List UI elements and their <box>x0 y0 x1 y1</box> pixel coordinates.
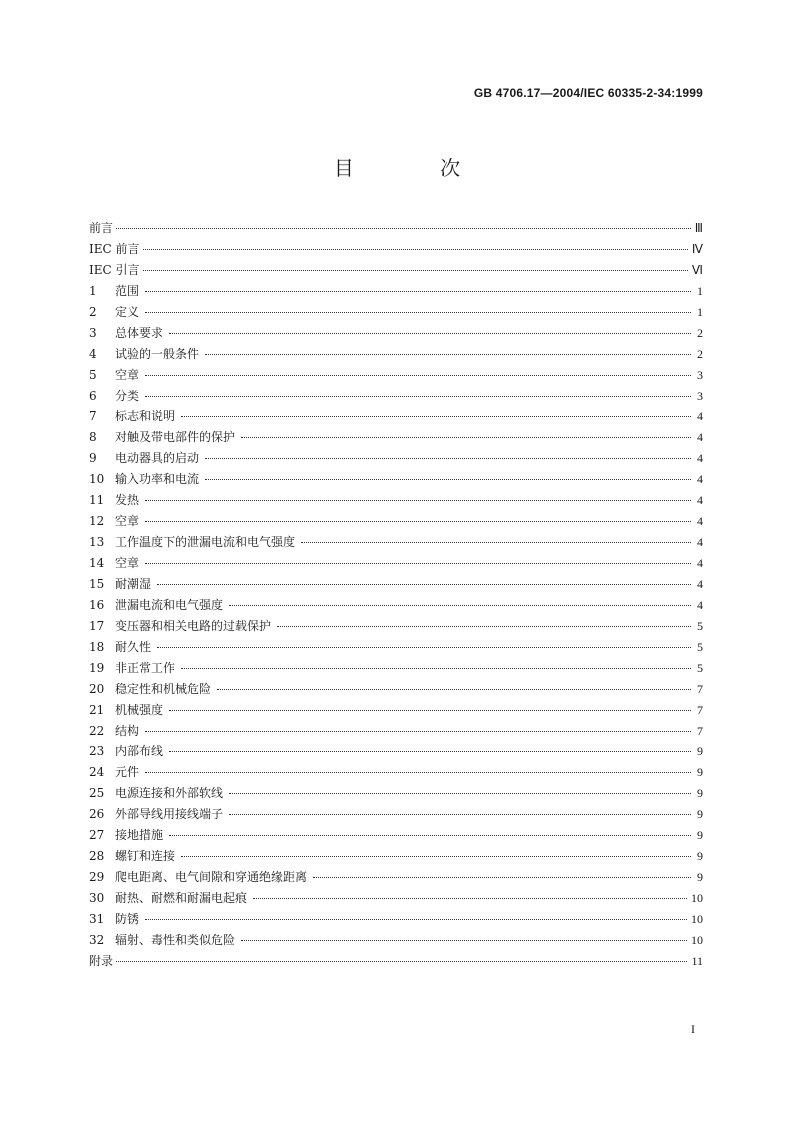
toc-dot-leader <box>217 689 691 690</box>
toc-entry-page: 4 <box>697 535 703 550</box>
toc-entry[interactable] <box>89 951 703 972</box>
toc-entry[interactable] <box>89 658 703 679</box>
toc-entry-label: 电源连接和外部软线 <box>115 786 224 801</box>
toc-entry-number: 30 <box>89 891 105 905</box>
toc-entry-page: 7 <box>697 723 703 738</box>
toc-dot-leader <box>145 500 691 501</box>
toc-entry[interactable] <box>89 930 703 951</box>
toc-entry-label: 范围 <box>115 283 140 298</box>
toc-entry[interactable] <box>89 574 703 595</box>
toc-entry-page: 9 <box>697 870 703 885</box>
toc-entry-label: IEC 前言 <box>89 241 140 256</box>
toc-dot-leader <box>143 270 688 271</box>
toc-entry[interactable] <box>89 469 703 490</box>
toc-entry[interactable] <box>89 532 703 553</box>
toc-entry[interactable] <box>89 386 703 407</box>
toc-dot-leader <box>116 228 691 229</box>
standard-code-header: GB 4706.17—2004/IEC 60335-2-34:1999 <box>473 86 703 100</box>
toc-entry-number: 14 <box>89 556 105 570</box>
toc-dot-leader <box>145 396 691 397</box>
toc-entry-label: 耐热、耐燃和耐漏电起痕 <box>115 891 248 905</box>
toc-entry-page: 2 <box>697 346 703 361</box>
toc-dot-leader <box>181 416 691 417</box>
toc-entry-page: 5 <box>697 660 703 675</box>
toc-entry-page: 11 <box>691 953 703 968</box>
toc-entry[interactable] <box>89 888 703 909</box>
toc-entry[interactable] <box>89 281 703 302</box>
toc-entry-page: 4 <box>697 556 703 570</box>
toc-entry-label: 接地措施 <box>115 828 164 843</box>
toc-dot-leader <box>143 249 688 250</box>
toc-dot-leader <box>169 835 691 836</box>
toc-entry-page: 1 <box>697 304 703 319</box>
toc-dot-leader <box>145 312 691 313</box>
toc-entry-label: 耐潮湿 <box>115 576 152 591</box>
toc-dot-leader <box>181 856 691 857</box>
toc-entry-label: 外部导线用接线端子 <box>115 807 224 822</box>
toc-entry-number: 20 <box>89 681 105 696</box>
toc-entry[interactable] <box>89 909 703 930</box>
toc-entry-page: 3 <box>697 388 703 403</box>
toc-entry[interactable] <box>89 218 703 239</box>
toc-entry[interactable] <box>89 637 703 658</box>
toc-dot-leader <box>253 898 687 899</box>
toc-entry-number: 18 <box>89 639 105 654</box>
toc-entry-page: 4 <box>697 514 703 529</box>
toc-entry-label: 电动器具的启动 <box>115 451 200 466</box>
toc-entry-page: 9 <box>697 765 703 780</box>
toc-entry-number: 27 <box>89 828 105 843</box>
toc-entry[interactable] <box>89 427 703 448</box>
toc-entry-page: 7 <box>697 681 703 696</box>
toc-entry-page: 1 <box>697 283 703 298</box>
toc-entry-label: 非正常工作 <box>115 660 176 675</box>
toc-entry-number: 11 <box>89 493 105 508</box>
toc-entry[interactable] <box>89 762 703 783</box>
toc-dot-leader <box>205 479 691 480</box>
toc-entry-label: 标志和说明 <box>115 409 176 424</box>
toc-entry-label: 空章 <box>115 367 140 382</box>
toc-entry-number: 19 <box>89 660 105 675</box>
toc-dot-leader <box>169 751 691 752</box>
toc-entry-page: 4 <box>697 493 703 508</box>
toc-entry-page: 2 <box>697 325 703 340</box>
toc-entry-label: 内部布线 <box>115 744 164 759</box>
toc-entry[interactable] <box>89 595 703 616</box>
toc-entry-label: 结构 <box>115 723 140 738</box>
toc-entry-label: 定义 <box>115 304 140 319</box>
toc-entry-page: 4 <box>697 451 703 466</box>
toc-entry-page: Ⅳ <box>691 241 703 256</box>
toc-entry-label: 空章 <box>115 556 140 570</box>
toc-dot-leader <box>145 731 691 732</box>
toc-entry-number: 22 <box>89 723 105 738</box>
toc-entry[interactable] <box>89 448 703 469</box>
toc-entry-label: 机械强度 <box>115 702 164 717</box>
toc-entry-number: 9 <box>89 451 97 466</box>
toc-entry-number: 25 <box>89 786 105 801</box>
toc-entry[interactable] <box>89 741 703 762</box>
toc-dot-leader <box>145 919 687 920</box>
toc-entry-number: 16 <box>89 597 105 612</box>
toc-entry-label: 总体要求 <box>115 325 164 340</box>
toc-entry-number: 21 <box>89 702 105 717</box>
toc-entry-label: 输入功率和电流 <box>115 472 200 487</box>
toc-entry-number: 7 <box>89 409 97 424</box>
toc-entry-page: 7 <box>697 702 703 717</box>
toc-dot-leader <box>181 668 691 669</box>
toc-entry-label: 元件 <box>115 765 140 780</box>
toc-entry-label: 空章 <box>115 514 140 529</box>
toc-entry[interactable] <box>89 511 703 532</box>
toc-entry[interactable] <box>89 783 703 804</box>
toc-dot-leader <box>169 710 691 711</box>
toc-entry[interactable] <box>89 344 703 365</box>
toc-dot-leader <box>157 647 691 648</box>
toc-entry[interactable] <box>89 406 703 427</box>
toc-dot-leader <box>145 291 691 292</box>
toc-dot-leader <box>277 626 691 627</box>
toc-entry-label: 泄漏电流和电气强度 <box>115 597 224 612</box>
toc-entry-number: 3 <box>89 325 97 340</box>
toc-entry-number: 29 <box>89 870 105 885</box>
page-title: 目 次 <box>333 156 501 180</box>
toc-entry-number: 8 <box>89 430 97 445</box>
toc-entry[interactable] <box>89 679 703 700</box>
toc-entry[interactable] <box>89 867 703 888</box>
toc-entry[interactable] <box>89 721 703 742</box>
toc-entry-label: 工作温度下的泄漏电流和电气强度 <box>115 535 296 550</box>
toc-dot-leader <box>301 542 691 543</box>
toc-entry-label: 螺钉和连接 <box>115 849 176 864</box>
toc-dot-leader <box>229 814 691 815</box>
toc-entry-page: 9 <box>697 744 703 759</box>
toc-entry-label: 耐久性 <box>115 639 152 654</box>
toc-entry-number: 26 <box>89 807 105 822</box>
toc-entry[interactable] <box>89 323 703 344</box>
toc-entry[interactable] <box>89 700 703 721</box>
toc-dot-leader <box>145 375 691 376</box>
toc-dot-leader <box>145 521 691 522</box>
toc-dot-leader <box>241 940 687 941</box>
toc-entry-number: 31 <box>89 911 105 926</box>
toc-dot-leader <box>205 458 691 459</box>
toc-entry-label: IEC 引言 <box>89 262 140 277</box>
toc-entry-page: 9 <box>697 807 703 822</box>
toc-entry-label: 前言 <box>89 221 114 235</box>
toc-dot-leader <box>145 563 691 564</box>
toc-entry-number: 1 <box>89 283 97 298</box>
toc-entry-number: 13 <box>89 535 105 550</box>
toc-entry-label: 变压器和相关电路的过载保护 <box>115 618 272 633</box>
toc-entry-number: 24 <box>89 765 105 780</box>
toc-entry-page: 4 <box>697 576 703 591</box>
toc-entry-page: 5 <box>697 639 703 654</box>
toc-dot-leader <box>241 437 691 438</box>
toc-entry-number: 2 <box>89 304 97 319</box>
toc-entry-page: Ⅲ <box>694 221 703 235</box>
toc-dot-leader <box>229 605 691 606</box>
page-number: I <box>691 1022 695 1036</box>
toc-dot-leader <box>205 354 691 355</box>
toc-entry-label: 发热 <box>115 493 140 508</box>
toc-dot-leader <box>145 772 691 773</box>
toc-entry-page: 4 <box>697 472 703 487</box>
toc-dot-leader <box>229 793 691 794</box>
table-of-contents <box>89 218 703 972</box>
toc-entry-page: 10 <box>691 911 703 926</box>
toc-entry-number: 5 <box>89 367 97 382</box>
toc-entry-label: 稳定性和机械危险 <box>115 681 212 696</box>
toc-entry[interactable] <box>89 553 703 574</box>
toc-entry-label: 防锈 <box>115 911 140 926</box>
toc-dot-leader <box>157 584 691 585</box>
toc-entry-page: 10 <box>691 932 703 947</box>
toc-entry[interactable] <box>89 804 703 825</box>
toc-entry-page: 10 <box>691 891 703 905</box>
toc-entry-page: Ⅵ <box>691 262 703 277</box>
toc-dot-leader <box>169 333 691 334</box>
toc-entry-page: 4 <box>697 597 703 612</box>
toc-entry-number: 10 <box>89 472 105 487</box>
toc-entry-page: 4 <box>697 430 703 445</box>
toc-entry[interactable] <box>89 365 703 386</box>
toc-entry[interactable] <box>89 239 703 260</box>
toc-entry-label: 分类 <box>115 388 140 403</box>
toc-entry-label: 对触及带电部件的保护 <box>115 430 236 445</box>
toc-entry-number: 4 <box>89 346 97 361</box>
toc-entry[interactable] <box>89 825 703 846</box>
toc-dot-leader <box>116 961 687 962</box>
toc-entry-number: 15 <box>89 576 105 591</box>
toc-entry-number: 23 <box>89 744 105 759</box>
toc-entry-number: 32 <box>89 932 105 947</box>
toc-entry[interactable] <box>89 490 703 511</box>
toc-entry-label: 试验的一般条件 <box>115 346 200 361</box>
toc-entry-page: 3 <box>697 367 703 382</box>
toc-entry-number: 17 <box>89 618 105 633</box>
toc-entry-page: 5 <box>697 618 703 633</box>
toc-entry-page: 4 <box>697 409 703 424</box>
toc-entry-number: 6 <box>89 388 97 403</box>
toc-entry-label: 爬电距离、电气间隙和穿通绝缘距离 <box>115 870 308 885</box>
toc-entry[interactable] <box>89 616 703 637</box>
toc-entry-page: 9 <box>697 849 703 864</box>
toc-entry-number: 12 <box>89 514 105 529</box>
toc-dot-leader <box>313 877 691 878</box>
toc-entry[interactable] <box>89 846 703 867</box>
toc-entry[interactable] <box>89 302 703 323</box>
toc-entry[interactable] <box>89 260 703 281</box>
toc-entry-page: 9 <box>697 786 703 801</box>
toc-entry-page: 9 <box>697 828 703 843</box>
toc-entry-label: 附录 <box>89 953 114 968</box>
toc-entry-number: 28 <box>89 849 105 864</box>
toc-entry-label: 辐射、毒性和类似危险 <box>115 932 236 947</box>
